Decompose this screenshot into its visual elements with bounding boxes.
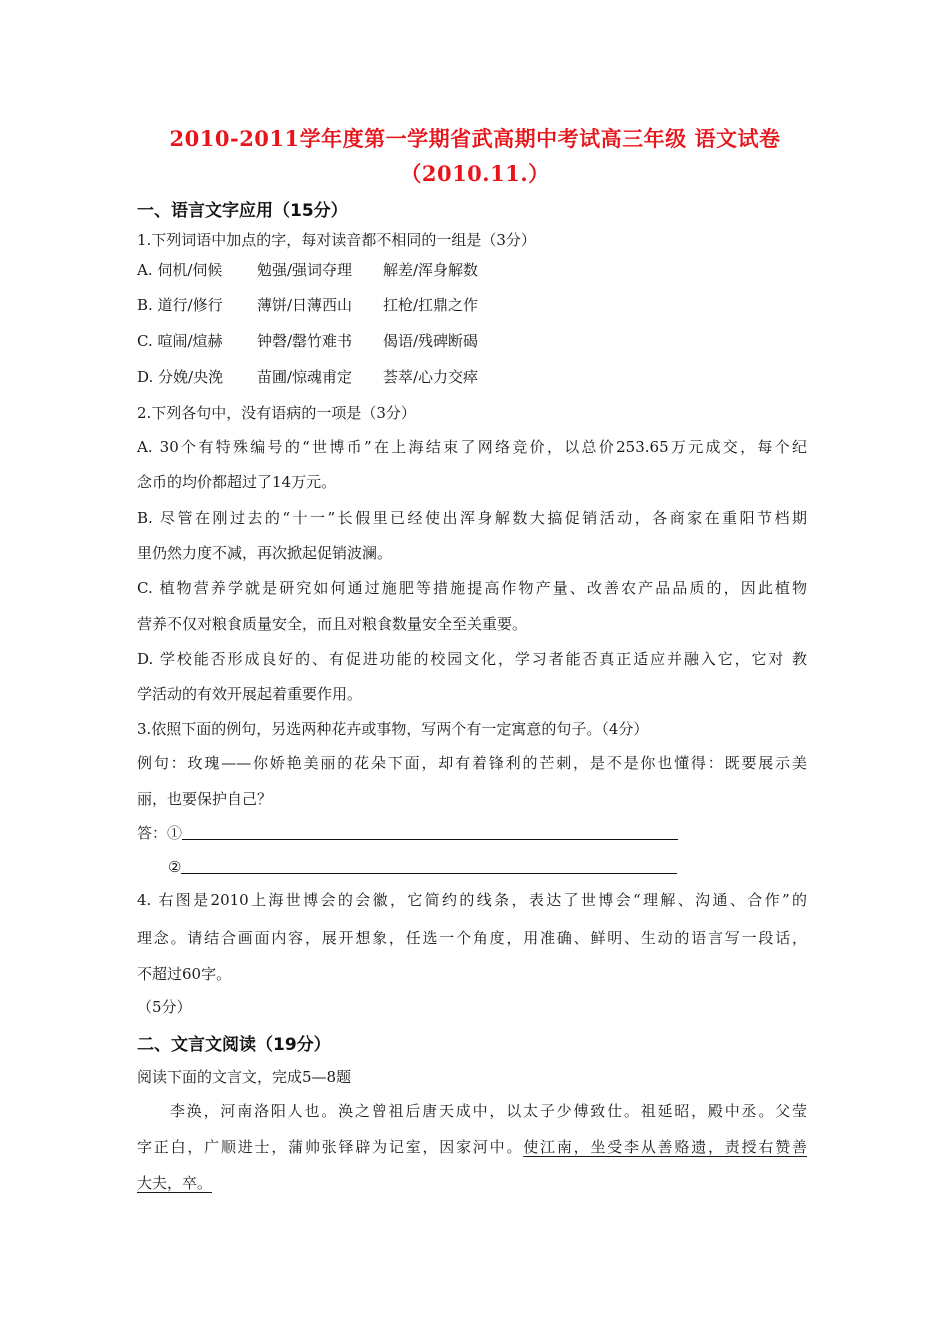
q1-option-c — [137, 331, 478, 351]
q3-stem: 3.依照下面的例句，另选两种花卉或事物，写两个有一定寓意的句子。（4分） — [137, 720, 649, 738]
passage-line2-underlined: 使江南，坐受李从善赂遗，责授右赞善 — [523, 1138, 807, 1156]
passage-line2 — [137, 1137, 807, 1157]
q3-answer-1-blank[interactable] — [182, 823, 678, 840]
q2-option-d-line2: 学活动的有效开展起着重要作用。 — [137, 685, 363, 703]
q2-option-b-line1: B. 尽管在刚过去的“十一”长假里已经使出浑身解数大搞促销活动，各商家在重阳节档期 — [137, 509, 807, 527]
exam-title: 2010-2011学年度第一学期省武高期中考试高三年级 语文试卷 — [169, 126, 781, 151]
q4-score: （5分） — [137, 998, 192, 1016]
q2-option-a-line2: 念币的均价都超过了14万元。 — [137, 473, 337, 491]
q2-option-a-line1: A. 30个有特殊编号的“世博币”在上海结束了网络竞价，以总价253.65万元成交，每个纪 — [137, 438, 807, 456]
q1-d-pair2: 苗圃/惊魂甫定 — [257, 368, 353, 386]
q1-b-pair2: 薄饼/日薄西山 — [257, 296, 353, 314]
passage-line2-plain: 字正白，广顺进士，蒲帅张铎辟为记室，因家河中。 — [137, 1138, 524, 1156]
q1-d-pair1: D. 分娩/央浼 — [137, 368, 224, 386]
q1-option-a — [137, 260, 478, 280]
exam-date: （2010.11.） — [400, 161, 550, 186]
q1-a-pair3: 解差/浑身解数 — [383, 261, 479, 279]
q1-c-pair3: 偈语/残碑断碣 — [383, 332, 479, 350]
q3-answer-1-label: 答：① — [137, 824, 183, 842]
q4-line3: 不超过60字。 — [137, 965, 232, 983]
passage-line3-underlined: 大夫，卒。 — [137, 1174, 213, 1192]
q2-option-c-line1: C. 植物营养学就是研究如何通过施肥等措施提高作物产量、改善农产品品质的，因此植物 — [137, 579, 807, 597]
passage-line1: 李涣，河南洛阳人也。涣之曾祖后唐天成中，以太子少傅致仕。祖延昭，殿中丞。父莹 — [170, 1102, 807, 1120]
q1-b-pair1: B. 道行/修行 — [137, 296, 223, 314]
q1-d-pair3: 荟萃/心力交瘁 — [383, 368, 479, 386]
q1-c-pair2: 钟磬/罄竹难书 — [257, 332, 353, 350]
q1-a-pair1: A. 伺机/伺候 — [137, 261, 223, 279]
section2-heading: 二、文言文阅读（19分） — [137, 1035, 331, 1055]
q4-line1: 4. 右图是2010上海世博会的会徽，它简约的线条，表达了世博会“理解、沟通、合作”的 — [137, 891, 807, 909]
q2-option-c-line2: 营养不仅对粮食质量安全，而且对粮食数量安全至关重要。 — [137, 615, 528, 633]
q2-option-b-line2: 里仍然力度不减，再次掀起促销波澜。 — [137, 544, 393, 562]
q3-answer-2 — [168, 857, 677, 877]
q3-example-line2: 丽，也要保护自己？ — [137, 790, 273, 808]
section1-heading: 一、语言文字应用（15分） — [137, 201, 348, 221]
q1-b-pair3: 扛枪/扛鼎之作 — [383, 296, 479, 314]
q1-option-d — [137, 367, 478, 387]
section2-intro: 阅读下面的文言文，完成5—8题 — [137, 1068, 352, 1086]
q3-answer-2-blank[interactable] — [181, 857, 677, 874]
q3-answer-2-label: ② — [168, 858, 182, 876]
q2-stem: 2.下列各句中，没有语病的一项是（3分） — [137, 404, 416, 422]
q1-option-b — [137, 295, 478, 315]
passage-line3 — [137, 1173, 212, 1193]
q2-option-d-line1: D. 学校能否形成良好的、有促进功能的校园文化，学习者能否真正适应并融入它，它对 教 — [137, 650, 807, 668]
q3-answer-1 — [137, 823, 678, 843]
q1-stem: 1.下列词语中加点的字，每对读音都不相同的一组是（3分） — [137, 231, 536, 249]
q1-c-pair1: C. 喧闹/煊赫 — [137, 332, 223, 350]
q4-line2: 理念。请结合画面内容，展开想象，任选一个角度，用准确、鲜明、生动的语言写一段话， — [137, 929, 807, 947]
q3-example-line1: 例句：玫瑰——你娇艳美丽的花朵下面，却有着锋利的芒刺，是不是你也懂得：既要展示美 — [137, 754, 807, 772]
q1-a-pair2: 勉强/强词夺理 — [257, 261, 353, 279]
